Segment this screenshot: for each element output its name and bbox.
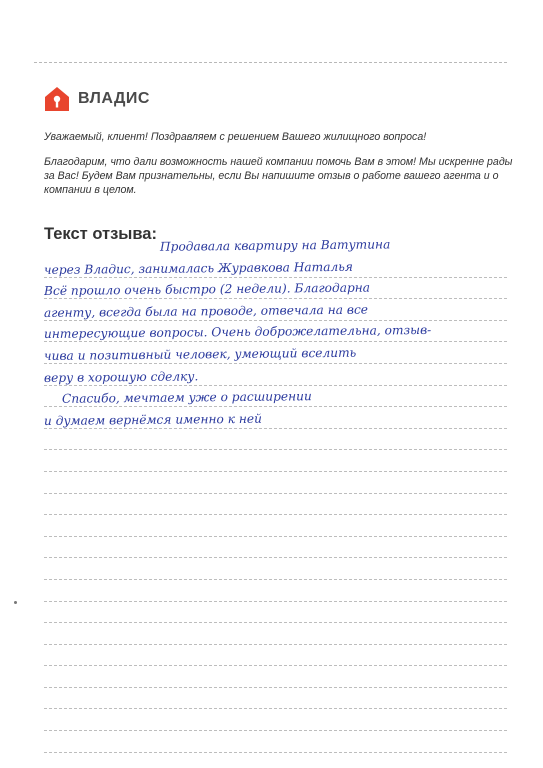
ruled-line	[44, 580, 507, 602]
ruled-line	[44, 494, 507, 516]
handwritten-line: Спасибо, мечтаем уже о расширении	[61, 389, 312, 406]
ruled-line	[44, 709, 507, 731]
brand-logo	[44, 86, 150, 112]
brand-name: ВЛАДИС	[78, 90, 150, 107]
ruled-line	[44, 645, 507, 667]
handwritten-line: и думаем вернёмся именно к ней	[43, 411, 263, 428]
ruled-line	[44, 537, 507, 559]
handwritten-line: агенту, всегда была на проводе, отвечала на все	[43, 302, 369, 320]
handwritten-review	[44, 238, 514, 432]
review-title: Текст отзыва:	[44, 225, 157, 243]
intro-thanks: Благодарим, что дали возможность нашей компании помочь Вам в этом! Мы искренне рады за Вас! Будем Вам признательны, если Вы напишите отзыв о работе вашего агента и о компании в целом.	[44, 156, 513, 196]
ruled-line	[44, 666, 507, 688]
intro-greeting: Уважаемый, клиент! Поздравляем с решением Вашего жилищного вопроса!	[44, 131, 427, 143]
handwritten-line: Всё прошло очень быстро (2 недели). Благодарна	[43, 280, 371, 299]
handwritten-line: интересующие вопросы. Очень доброжелательна, отзыв-	[43, 323, 432, 342]
handwritten-line: веру в хорошую сделку.	[43, 368, 199, 385]
ruled-line	[44, 472, 507, 494]
ruled-line	[44, 731, 507, 753]
stray-mark	[14, 601, 17, 604]
ruled-line	[44, 602, 507, 624]
top-divider	[34, 62, 507, 63]
handwritten-line: Продавала квартиру на Ватутина	[159, 237, 391, 254]
house-key-icon	[44, 86, 70, 112]
ruled-line	[44, 558, 507, 580]
ruled-line	[44, 623, 507, 645]
handwritten-line: через Владис, занималась Журавкова Наталья	[43, 259, 353, 277]
ruled-line	[44, 688, 507, 710]
ruled-line	[44, 515, 507, 537]
ruled-line	[44, 450, 507, 472]
handwritten-line: чива и позитивный человек, умеющий вселить	[43, 345, 357, 363]
intro-text	[44, 130, 514, 197]
